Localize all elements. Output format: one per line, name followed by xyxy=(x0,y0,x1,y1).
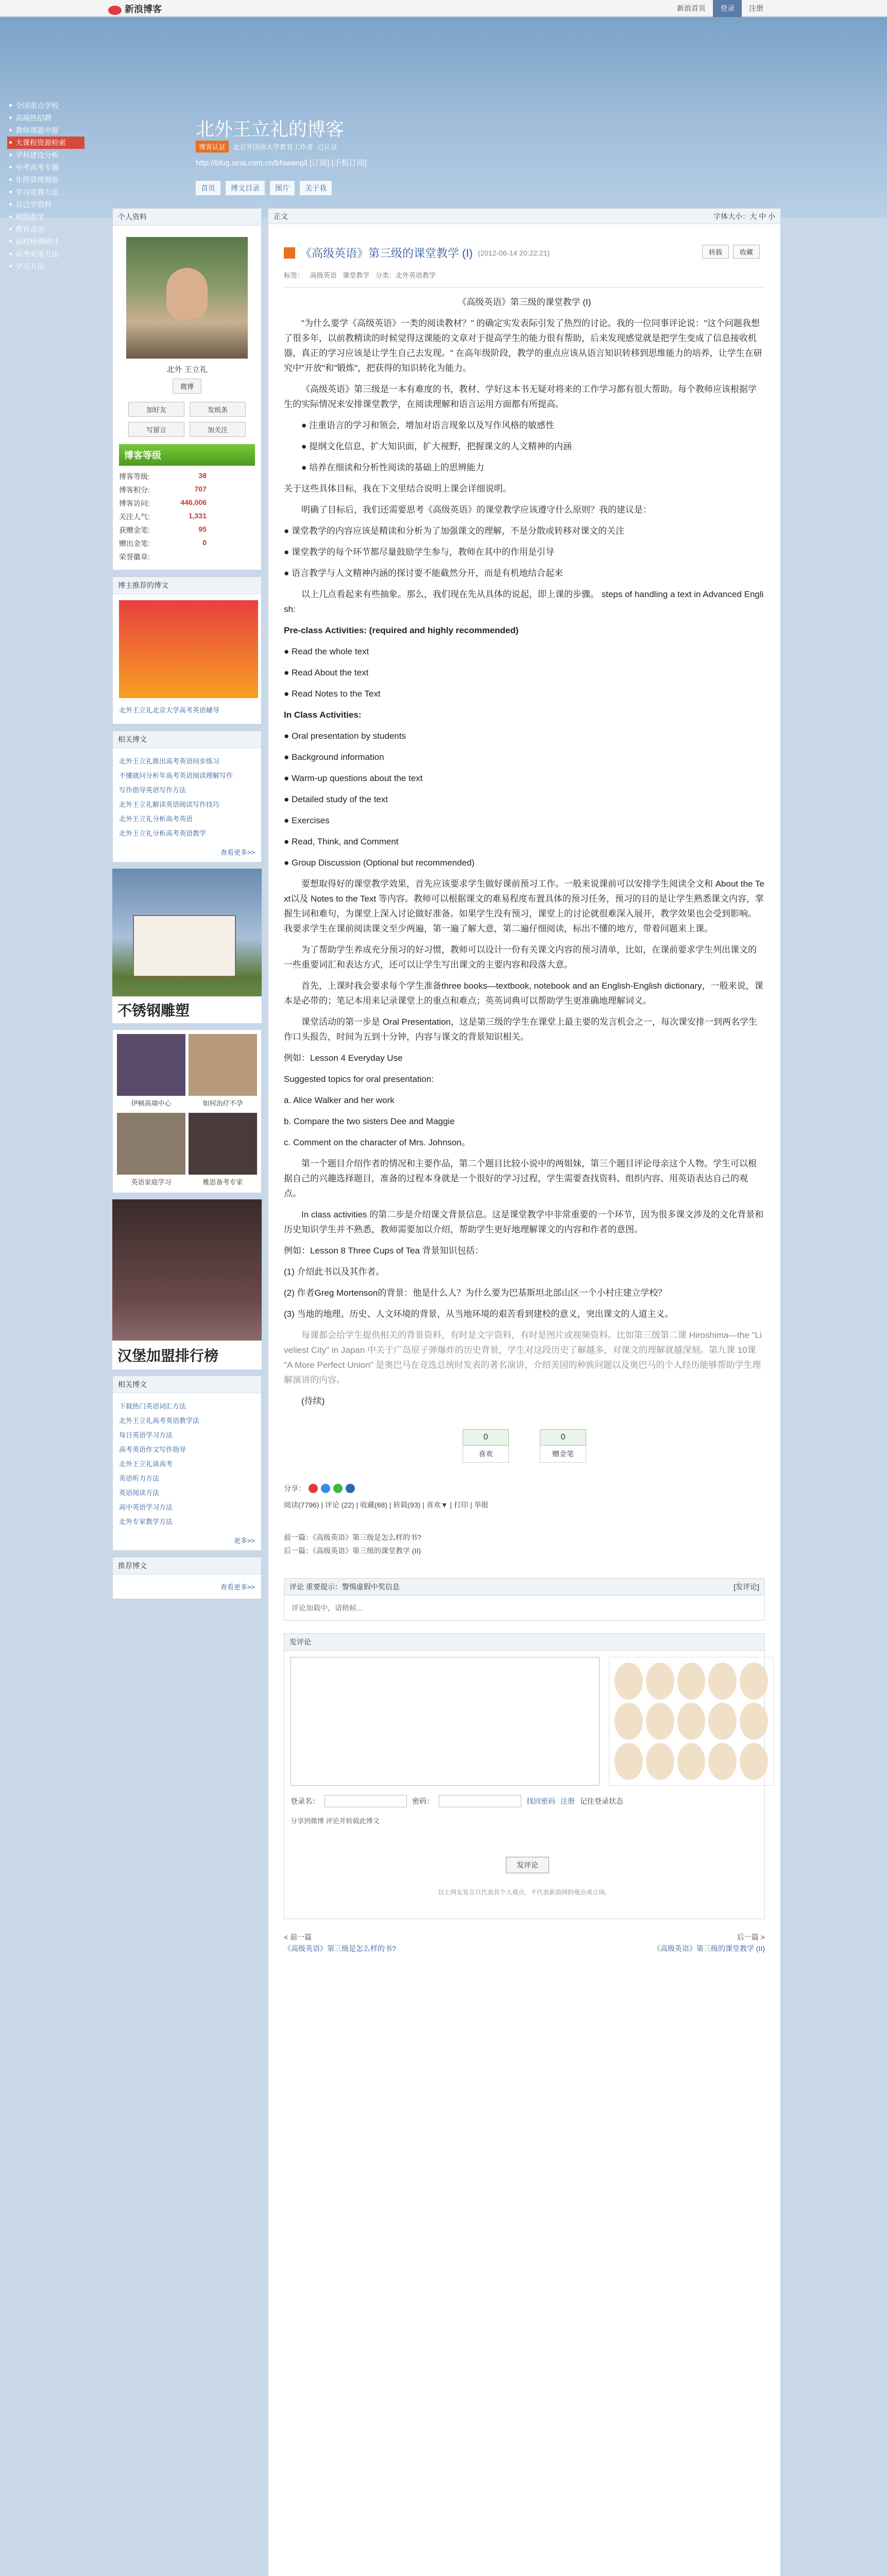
blog-rank-banner: 博客等级 xyxy=(119,444,255,466)
article-paragraph: 每课都会给学生提供相关的背景资料，有时是文字资料，有时是图片或视频资料。比如第三级第二课 Hiroshima—the "Liveliest City" in Japan 中关于广岛原子弹爆炸的历史背景，学生对这段历史了解越多，对课文的理解就越深刻。第九课 10课 "A More Perfect Union" 是奥巴马在竞选总统时发表的著名演讲，介绍美国的种族问题以及奥巴马的个人经历能够帮助学生理解演讲的内容。 xyxy=(284,1330,762,1385)
username[interactable]: 北外 王立礼 xyxy=(166,365,208,374)
recent-article-link[interactable]: 下载热门英语词汇方法 xyxy=(119,1402,186,1410)
nav-item[interactable]: 高校检测研讨 xyxy=(7,235,84,248)
emoticon-icon[interactable] xyxy=(708,1663,737,1700)
article-paragraph: "为什么要学《高级英语》一类的阅读教材？" 的确定实发表际引发了热烈的讨论。我的一位同事评论说："这个问题我想了很多年，以前教精读的时候觉得这课能的文章对于提高学生的能力很有帮助，后来发现感觉就是把学生变成了信息接收机器，真正的学习应该是让学生自己去发现。" 在高年级阶段，教学的重点应该从语言知识转移到思维能力的培养，让学生在研究中"开放"和"锻炼"，把获得的知识转化为能力。 xyxy=(284,318,762,373)
article-title-row xyxy=(284,245,765,261)
repost-button[interactable]: 转载 xyxy=(702,245,729,259)
profile-buttons xyxy=(119,399,255,440)
article-paragraph: ● Exercises xyxy=(284,816,330,825)
tab-about[interactable]: 关于我 xyxy=(300,181,332,195)
article-paragraph: 首先，上课时我会要求每个学生准备three books—textbook, notebook and an English-English dictionary，一般来说，课本是必带的；笔记本用来记录课堂上的重点和难点；英英词典可以帮助学生更准确地理解词义。 xyxy=(284,981,763,1006)
related-articles-box xyxy=(112,731,262,862)
article-paragraph: ● Read the whole text xyxy=(284,647,369,656)
emoticon-icon[interactable] xyxy=(740,1703,768,1740)
prev-article-link[interactable]: 前一篇：《高级英语》第三级是怎么样的书? xyxy=(284,1533,421,1541)
related-more-link[interactable]: 查看更多>> xyxy=(220,849,255,856)
article-paragraph: Pre-class Activities: (required and highly recommended) xyxy=(284,625,519,635)
stat-row: 荣誉徽章: xyxy=(119,553,150,561)
sina-eye-icon xyxy=(108,6,122,15)
main-header-label: 正文 xyxy=(274,212,288,221)
recent-article-link[interactable]: 北外王立礼谈高考 xyxy=(119,1460,173,1468)
send-note-button[interactable]: 发纸条 xyxy=(190,402,246,417)
stat-row: 博客积分: 707 xyxy=(119,485,207,494)
profile-header: 个人资料 xyxy=(113,209,261,226)
blog-stats xyxy=(119,470,255,564)
article-paragraph: In Class Activities: xyxy=(284,710,362,720)
nav-item[interactable]: 学科建设分析 xyxy=(7,149,84,161)
nav-item[interactable]: 中考高考专题 xyxy=(7,161,84,174)
tab-articles[interactable]: 博文目录 xyxy=(226,181,265,195)
main-content xyxy=(268,208,781,2576)
recommend-more-link[interactable]: 查看更多>> xyxy=(220,1583,255,1591)
article-footer xyxy=(268,1429,780,1557)
profile-box xyxy=(112,208,262,570)
article-title: 《高级英语》第三级的课堂教学 (I) xyxy=(300,247,473,260)
article-paragraph: 为了帮助学生养成充分预习的好习惯，教师可以设计一份有关课文内容的预习清单，比如，在课前要求学生列出课文的一些重要词汇和表达方式，还可以让学生写出课文的主要内容和段落大意。 xyxy=(284,945,757,970)
leave-message-button[interactable]: 写留言 xyxy=(128,422,184,437)
nav-item[interactable]: 年终管理测验 xyxy=(7,174,84,186)
article-paragraph: ● Read Notes to the Text xyxy=(284,689,381,699)
nav-item[interactable]: 高考实用方法 xyxy=(7,248,84,260)
recent-article-link[interactable]: 英语阅读方法 xyxy=(119,1489,160,1497)
stat-row: 获赠金笔: 95 xyxy=(119,525,207,534)
recent-list xyxy=(113,1393,261,1535)
recent-article-link[interactable]: 北外王立礼高考英语教学法 xyxy=(119,1417,200,1425)
article-paragraph: (1) 介绍此书以及其作者。 xyxy=(284,1267,385,1277)
graduation-ad[interactable] xyxy=(112,1199,262,1369)
emoticon-icon[interactable] xyxy=(646,1743,674,1780)
article-paragraph: ● 课堂教学的每个环节都尽量鼓励学生参与，教师在其中的作用是引导 xyxy=(284,547,554,557)
article-paragraph: 例如：Lesson 4 Everyday Use xyxy=(284,1053,403,1063)
article-paragraph: ● Warm-up questions about the text xyxy=(284,773,423,783)
blog-badges xyxy=(196,141,337,152)
login-fields: 登录名： 密码： 找回密码 注册 记住登录状态 xyxy=(291,1795,623,1807)
follow-button[interactable]: 加关注 xyxy=(190,422,246,437)
emoticon-icon[interactable] xyxy=(615,1663,643,1700)
related-article-link[interactable]: 北外王立礼解读英语阅读写作技巧 xyxy=(119,801,220,808)
article-actions xyxy=(702,245,760,259)
category-link[interactable]: 分类：北外英语教学 xyxy=(375,272,436,279)
remember-login-checkbox[interactable]: 记住登录状态 xyxy=(580,1797,623,1805)
vote-buttons xyxy=(284,1429,765,1463)
article-paragraph: 例如：Lesson 8 Three Cups of Tea 背景知识包括： xyxy=(284,1246,484,1256)
related-articles-list xyxy=(113,748,261,847)
post-comment-header: 发评论 xyxy=(284,1634,764,1651)
favorite-button[interactable]: 收藏 xyxy=(733,245,760,259)
article-paragraph: Suggested topics for oral presentation: xyxy=(284,1074,434,1084)
related-article-link[interactable]: 写作指导英语写作方法 xyxy=(119,786,186,794)
nav-item[interactable]: 班级教学 xyxy=(7,211,84,223)
article-paragraph: In class activities 的第二步是介绍课文背景信息。这是课堂教学中非常重要的一个环节，因为很多课文涉及的文化背景和历史知识学生并不熟悉，教师需要加以介绍，帮助学生更好地理解课文的内容和作者的意图。 xyxy=(284,1210,764,1234)
emoticon-icon[interactable] xyxy=(677,1663,706,1700)
sina-logo[interactable]: 新浪博客 xyxy=(108,2,162,15)
ad-caption[interactable]: 北外王立礼北京大学高考英语辅导 xyxy=(119,706,220,714)
nav-item[interactable]: 教师课题申报 xyxy=(7,124,84,137)
related-article-link[interactable]: 北外王立礼分析高考英语教学 xyxy=(119,829,207,837)
tab-images[interactable]: 图片 xyxy=(270,181,295,195)
article-paragraph: 以上几点看起来有些抽象。那么，我们现在先从具体的说起，即上课的步骤。 steps of handling a text in Advanced English: xyxy=(284,589,764,614)
article-time: (2012-06-14 20:22:21) xyxy=(477,248,550,257)
recommend-ad-box xyxy=(112,577,262,724)
emoticon-icon[interactable] xyxy=(740,1743,768,1780)
house-ad-caption[interactable]: 不锈钢雕塑 xyxy=(112,996,262,1023)
emoticon-icon[interactable] xyxy=(708,1703,737,1740)
comment-textarea[interactable] xyxy=(291,1657,600,1786)
article-paragraph: ● Oral presentation by students xyxy=(284,731,406,741)
comment-header: 评论 重要提示：警惕虚假中奖信息 [发评论] xyxy=(284,1579,764,1596)
article-paragraph: 明确了目标后，我们还需要思考《高级英语》的课堂教学应该遵守什么原则？我的建议是： xyxy=(301,505,652,515)
recent-article-link[interactable]: 高中英语学习方法 xyxy=(119,1503,173,1511)
article-paragraph: b. Compare the two sisters Dee and Maggie xyxy=(284,1116,455,1126)
article-paragraph: 要想取得好的课堂教学效果，首先应该要求学生做好课前预习工作。一般来说课前可以安排学生阅读全文和 About the Text以及 Notes to the Text 等内容。教师可以根据课文的难易程度布置具体的预习任务，预习的目的是让学生熟悉课文内容，掌握生词和难句，为课堂上深入讨论做好准备。如果学生没有预习，课堂上的讨论就很难深入展开，教学效果也会受到影响。我要求学生在课前阅读课文至少两遍，第一遍了解大意，第二遍仔细阅读，标出不懂的地方，带着问题来上课。 xyxy=(284,879,764,934)
top-link-login[interactable]: 登录 xyxy=(713,0,742,18)
article-stats[interactable]: 阅读(7796) | 评论 (22) | 收藏(68) | 转载(93) | 喜欢▼ | 打印 | 举报 xyxy=(284,1501,489,1509)
main-header xyxy=(268,209,780,224)
add-friend-button[interactable]: 加好友 xyxy=(128,402,184,417)
left-nav xyxy=(7,99,84,273)
register-link[interactable]: 注册 xyxy=(560,1797,575,1805)
house-shape xyxy=(133,915,236,977)
comment-loading: 评论加载中，请稍候... xyxy=(292,1604,363,1612)
emoticon-icon[interactable] xyxy=(615,1743,643,1780)
emoticon-icon[interactable] xyxy=(677,1703,706,1740)
ad-grid-item[interactable]: 伊顿高端中心 xyxy=(117,1034,185,1110)
nav-item[interactable]: 高端热招聘 xyxy=(7,112,84,124)
recommend-ad-header: 博主推荐的博文 xyxy=(113,577,261,594)
post-disclaimer: 以上网友发言只代表其个人观点，不代表新浪网的观点或立场。 xyxy=(437,1889,611,1896)
recommend-box xyxy=(112,1557,262,1599)
badge-certified: 博客认证 xyxy=(196,141,229,152)
top-link-home[interactable]: 新浪首页 xyxy=(677,4,706,12)
article-body xyxy=(284,295,765,1409)
ad-grid xyxy=(112,1029,262,1193)
bottom-prev[interactable]: < 前一篇 《高级英语》第三级是怎么样的书? xyxy=(284,1933,396,1953)
emoticon-icon[interactable] xyxy=(708,1743,737,1780)
password-input[interactable] xyxy=(439,1795,521,1807)
related-article-link[interactable]: 北外王立礼分析高考英语 xyxy=(119,815,193,823)
article-paragraph: ● Read About the text xyxy=(284,668,369,677)
emoticon-icon[interactable] xyxy=(677,1743,706,1780)
tag-link[interactable]: 课堂教学 xyxy=(343,272,370,279)
bottom-nav xyxy=(284,1931,765,1954)
article-paragraph: (2) 作者Greg Mortenson的背景：他是什么人？为什么要为巴基斯坦北部山区一个小村庄建立学校？ xyxy=(284,1288,667,1298)
recommend-header: 推荐博文 xyxy=(113,1557,261,1574)
article-paragraph: c. Comment on the character of Mrs. Johnson。 xyxy=(284,1138,470,1147)
stat-row: 博客等级: 38 xyxy=(119,471,207,481)
top-link-register[interactable]: 注册 xyxy=(749,4,763,12)
article-paragraph: 关于这些具体目标，我在下文里结合说明上课会详细说明。 xyxy=(284,484,511,494)
prev-next xyxy=(284,1531,765,1557)
article-paragraph: 《高级英语》第三级的课堂教学 (I) xyxy=(457,297,591,307)
top-bar xyxy=(0,0,887,16)
blog-title[interactable]: 北外王立礼的博客 xyxy=(196,119,345,140)
post-options[interactable]: 分享到微博 评论并转载此博文 xyxy=(291,1817,380,1825)
tag-link[interactable]: 高级英语 xyxy=(310,272,337,279)
badge-description: 北京外国语大学教育工作者 xyxy=(233,143,314,151)
sidebar xyxy=(112,208,262,1605)
ad-grid-item[interactable]: 雅思备考专家 xyxy=(189,1113,257,1189)
qzone-share-icon[interactable] xyxy=(321,1484,330,1493)
article-paragraph: 《高级英语》第三级是一本有难度的书，教材、学好这本书无疑对将来的工作学习都有很大帮助。每个教师应该根据学生的实际情况来安排课堂教学，在阅读理解和语言运用方面都有所提高。 xyxy=(284,384,757,409)
stat-row: 博客访问: 446,006 xyxy=(119,498,207,507)
article-paragraph: ● 语言教学与人文精神内涵的探讨要不能截然分开，而是有机地结合起来 xyxy=(284,568,563,578)
emoticon-icon[interactable] xyxy=(740,1663,768,1700)
like-vote[interactable]: 0 喜欢 xyxy=(463,1429,509,1463)
avatar[interactable] xyxy=(126,237,248,359)
related-articles-header: 相关博文 xyxy=(113,731,261,748)
recent-box xyxy=(112,1376,262,1551)
article-paragraph: ● 课堂教学的内容应该是精读和分析为了加强课文的理解，不是分散或转移对课文的关注 xyxy=(284,526,624,536)
recent-header: 相关博文 xyxy=(113,1376,261,1393)
more-share-icon[interactable] xyxy=(346,1484,355,1493)
next-article-link[interactable]: 后一篇：《高级英语》第三级的课堂教学 (II) xyxy=(284,1547,421,1555)
ad-image[interactable] xyxy=(119,600,258,698)
article-paragraph: ● Background information xyxy=(284,752,384,762)
nav-item[interactable]: 自己学资料 xyxy=(7,198,84,211)
article-paragraph: 第一个题目介绍作者的情况和主要作品，第二个题目比较小说中的两姐妹，第三个题目评论母亲这个人物。学生可以根据自己的兴趣选择题目，准备的过程本身就是一个很好的学习过程，学生需要查找资料、组织内容、用英语表达自己的观点。 xyxy=(284,1159,757,1198)
stat-row: 关注人气: 1,331 xyxy=(119,512,207,521)
recent-more-link[interactable]: 更多>> xyxy=(233,1537,255,1545)
article-paragraph: ● Detailed study of the text xyxy=(284,794,388,804)
top-links xyxy=(677,0,763,16)
blog-url: http://blog.sina.com.cn/bfswangll [订阅] [手机订阅] xyxy=(196,159,367,167)
article-paragraph: (待续) xyxy=(301,1396,325,1406)
recent-article-link[interactable]: 每日英语学习方法 xyxy=(119,1431,173,1439)
related-article-link[interactable]: 不懂就问分析年高考英语阅读理解写作 xyxy=(119,772,233,779)
weibo-share-icon[interactable] xyxy=(309,1484,318,1493)
article-paragraph: ● 提纲文化信息，扩大知识面，扩大视野，把握课文的人文精神的内涵 xyxy=(301,442,572,451)
graduation-ad-caption[interactable]: 汉堡加盟排行榜 xyxy=(112,1341,262,1369)
nav-item[interactable]: 全国重点学校 xyxy=(7,99,84,112)
stat-row: 赠出金笔: 0 xyxy=(119,538,207,548)
article-icon xyxy=(284,247,295,259)
nav-item[interactable]: 大课程资源检索 xyxy=(7,137,84,149)
post-comment-box xyxy=(284,1633,765,1919)
article-paragraph: ● 培养在细读和分析性阅读的基础上的思辨能力 xyxy=(301,463,484,472)
pen-vote[interactable]: 0 赠金笔 xyxy=(540,1429,586,1463)
username-input[interactable] xyxy=(325,1795,407,1807)
recent-article-link[interactable]: 英语听力方法 xyxy=(119,1475,160,1482)
article-paragraph: 课堂活动的第一步是 Oral Presentation，这是第三级的学生在课堂上最主要的发言机会之一，每次课安排一到两名学生作口头报告，时间为五到十分钟，内容与课文的背景知识相关。 xyxy=(284,1017,758,1042)
house-ad[interactable] xyxy=(112,869,262,1023)
blog-subtabs xyxy=(196,181,332,195)
post-comment-link[interactable]: [发评论] xyxy=(734,1583,759,1591)
article-paragraph: ● Read, Think, and Comment xyxy=(284,837,399,846)
recent-article-link[interactable]: 北外专家教学方法 xyxy=(119,1518,173,1526)
badge-verified: 已认证 xyxy=(317,143,338,151)
weibo-button[interactable]: 微博 xyxy=(173,379,201,394)
submit-comment-button[interactable]: 发评论 xyxy=(506,1857,549,1873)
article-paragraph: (3) 当地的地理、历史、人文环境的背景，从当地环境的艰苦看到建校的意义，突出课文的人道主义。 xyxy=(284,1309,674,1319)
tags-label: 标签： xyxy=(284,272,304,279)
recent-article-link[interactable]: 高考英语作文写作指导 xyxy=(119,1446,186,1453)
font-size-switch[interactable]: 字体大小：大 中 小 xyxy=(713,212,775,221)
article-paragraph: ● 注重语言的学习和领会，增加对语言现象以及写作风格的敏感性 xyxy=(301,420,554,430)
ad-grid-item[interactable]: 如何治疗不孕 xyxy=(189,1034,257,1110)
article-paragraph: ● Group Discussion (Optional but recommended) xyxy=(284,858,475,868)
ad-grid-item[interactable]: 英语家庭学习 xyxy=(117,1113,185,1189)
bottom-next[interactable]: 后一篇 > 《高级英语》第三级的课堂教学 (II) xyxy=(653,1933,765,1953)
article xyxy=(268,224,780,1409)
emoticon-panel xyxy=(609,1657,774,1786)
share-row: 分享： xyxy=(284,1483,765,1494)
article-paragraph: a. Alice Walker and her work xyxy=(284,1095,395,1105)
emoticon-icon[interactable] xyxy=(646,1663,674,1700)
nav-item[interactable]: 学习竞赛方法 xyxy=(7,186,84,198)
find-password-link[interactable]: 找回密码 xyxy=(526,1797,555,1805)
emoticon-icon[interactable] xyxy=(615,1703,643,1740)
nav-item[interactable]: 学习方法 xyxy=(7,260,84,273)
emoticon-icon[interactable] xyxy=(646,1703,674,1740)
comment-box xyxy=(284,1578,765,1621)
related-article-link[interactable]: 北外王立礼推出高考英语同步练习 xyxy=(119,757,220,765)
nav-item[interactable]: 教育动态 xyxy=(7,223,84,235)
article-tags xyxy=(284,270,765,280)
tab-home[interactable]: 首页 xyxy=(196,181,220,195)
wechat-share-icon[interactable] xyxy=(333,1484,343,1493)
